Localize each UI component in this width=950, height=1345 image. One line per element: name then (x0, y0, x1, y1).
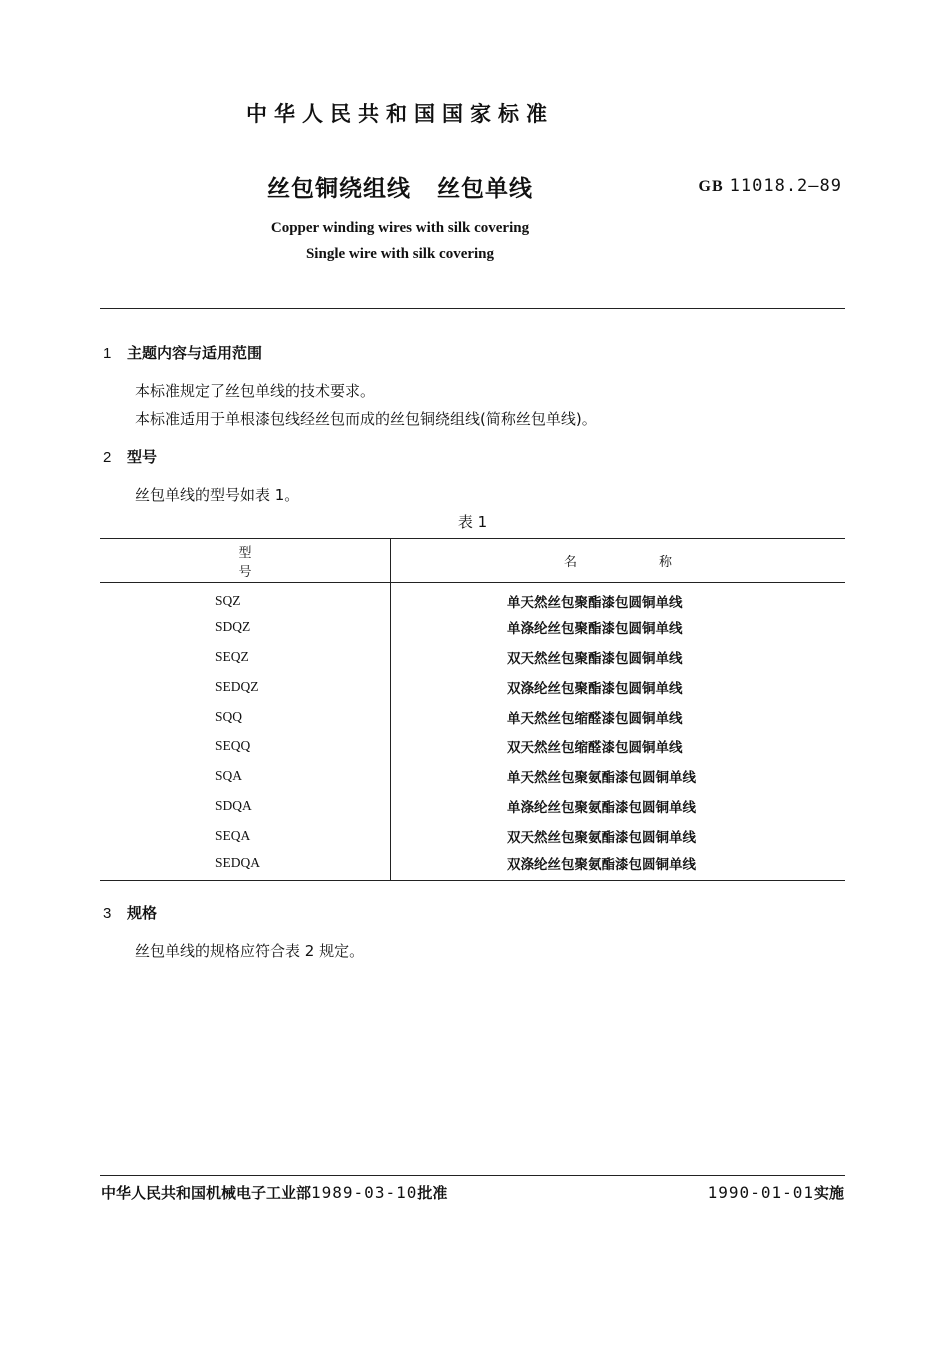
table-row (100, 851, 845, 881)
model-code: SQA (215, 768, 243, 784)
section-3-heading (103, 902, 157, 923)
table-row (100, 672, 845, 702)
section-3-para-1: 丝包单线的规格应符合表 2 规定。 (135, 942, 365, 960)
document-title-cn (0, 170, 800, 203)
effective-date: 1990-01-01 (707, 1183, 814, 1202)
model-code: SEQZ (215, 648, 249, 664)
model-code: SEDQZ (215, 678, 259, 694)
table-1-caption: 表 1 (457, 513, 488, 531)
title-en-line2: Single wire with silk covering (305, 246, 495, 262)
gb-standard-code (699, 176, 842, 196)
section-1-para-1: 本标准规定了丝包单线的技术要求。 (135, 382, 376, 400)
model-code: SQQ (215, 708, 243, 724)
gb-number: 11018.2—89 (729, 176, 842, 196)
section-2-heading (103, 446, 157, 467)
gb-prefix: GB (698, 178, 724, 195)
table-header-row (100, 539, 845, 583)
model-table (100, 538, 845, 881)
table-row (100, 612, 845, 642)
national-standard-heading: 中华人民共和国国家标准 (246, 102, 554, 126)
model-code: SDQA (215, 797, 252, 813)
model-code: SEQA (215, 827, 251, 843)
table-row (100, 583, 845, 613)
model-name: 双涤纶丝包聚氨酯漆包圆铜单线 (391, 851, 846, 881)
model-code: SQZ (215, 592, 241, 608)
model-name: 双天然丝包缩醛漆包圆铜单线 (391, 731, 846, 761)
section-3-title: 规格 (127, 904, 158, 922)
table-row (100, 791, 845, 821)
model-name: 双天然丝包聚氨酯漆包圆铜单线 (391, 821, 846, 851)
section-1-title: 主题内容与适用范围 (127, 344, 263, 362)
approval-date: 1989-03-10 (311, 1183, 418, 1202)
model-name: 双涤纶丝包聚酯漆包圆铜单线 (391, 672, 846, 702)
model-name: 单天然丝包聚酯漆包圆铜单线 (391, 583, 846, 613)
header-name (391, 539, 846, 583)
table-row (100, 702, 845, 732)
title-cn-part1: 丝包铜绕组线 (267, 176, 411, 202)
model-code: SEDQA (100, 851, 391, 881)
approval-org: 中华人民共和国机械电子工业部 (101, 1184, 312, 1202)
footer-divider (100, 1175, 845, 1176)
header-model-label: 型号 (238, 545, 348, 580)
effective-line (708, 1182, 844, 1203)
section-1-number: 1 (103, 345, 112, 362)
model-name: 双天然丝包聚酯漆包圆铜单线 (391, 642, 846, 672)
header-divider (100, 308, 845, 309)
model-code: SEQQ (215, 738, 251, 754)
section-3-number: 3 (103, 905, 112, 922)
section-1-heading (103, 342, 262, 363)
section-2-para-1: 丝包单线的型号如表 1。 (135, 486, 300, 504)
table-row (100, 761, 845, 791)
title-cn-part2: 丝包单线 (437, 176, 533, 202)
model-name: 单涤纶丝包聚氨酯漆包圆铜单线 (391, 791, 846, 821)
table-row (100, 731, 845, 761)
approval-line (101, 1182, 447, 1203)
title-en-line1: Copper winding wires with silk covering (270, 220, 530, 236)
effective-suffix: 实施 (813, 1184, 844, 1202)
model-code: SDQZ (215, 619, 251, 635)
approval-suffix: 批准 (417, 1184, 448, 1202)
header-name-label: 名称 (563, 555, 754, 570)
model-name: 单涤纶丝包聚酯漆包圆铜单线 (391, 612, 846, 642)
model-name: 单天然丝包缩醛漆包圆铜单线 (391, 702, 846, 732)
section-2-number: 2 (103, 449, 112, 466)
table-row (100, 642, 845, 672)
table-row (100, 821, 845, 851)
model-name: 单天然丝包聚氨酯漆包圆铜单线 (391, 761, 846, 791)
section-2-title: 型号 (127, 448, 158, 466)
section-1-para-2: 本标准适用于单根漆包线经丝包而成的丝包铜绕组线(简称丝包单线)。 (135, 410, 597, 428)
header-model (100, 539, 391, 583)
